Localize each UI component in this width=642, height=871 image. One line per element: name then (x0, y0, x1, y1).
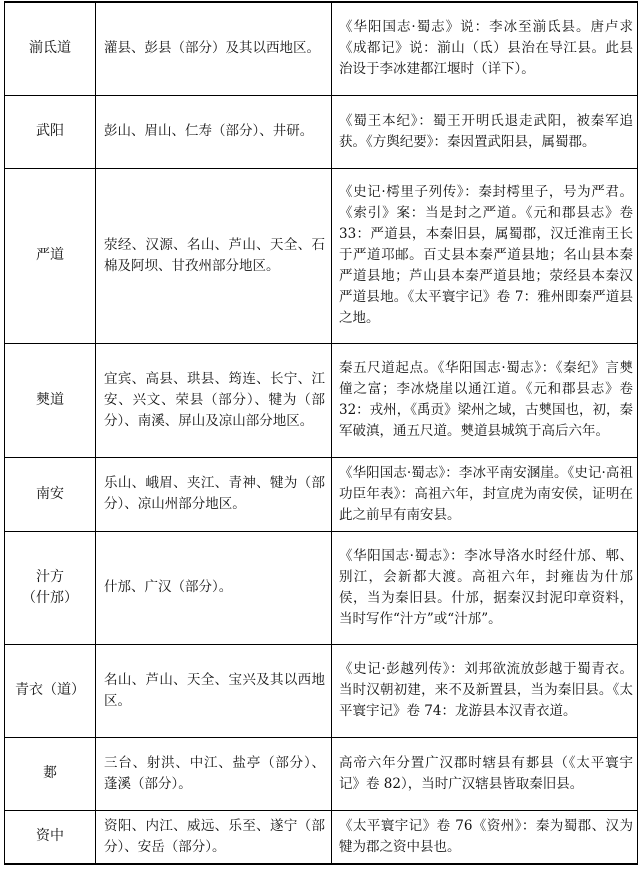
county-note: 秦五尺道起点。《华阳国志·蜀志》：《秦纪》言僰僮之富；李冰烧崖以通江道。《元和郡县志》卷 32：戎州，《禹贡》梁州之域，古僰国也，初，秦军破滇，通五尺道。僰道县城筑于高后六年。 (332, 343, 638, 457)
county-name (5, 343, 96, 457)
county-name (5, 644, 96, 737)
county-area: 三台、射洪、中江、盐亭（部分）、蓬溪（部分）。 (96, 737, 332, 810)
county-name-alt: （什邡） (22, 589, 78, 606)
county-name (5, 810, 96, 864)
county-area: 荥经、汉源、名山、芦山、天全、石棉及阿坝、甘孜州部分地区。 (96, 168, 332, 343)
table-row (5, 457, 638, 531)
table-row (5, 95, 638, 168)
county-note: 《华阳国志·蜀志》说：李冰至湔氐县。唐卢求《成都记》说：湔山（氐）县治在导江县。此县治设于李冰建都江堰时（详下）。 (332, 2, 638, 95)
county-note: 高帝六年分置广汉郡时辖县有郪县（《太平寰宇记》卷 82），当时广汉辖县皆取秦旧县。 (332, 737, 638, 810)
county-note: 《华阳国志·蜀志》：李冰平南安溷崖。《史记·高祖功臣年表》：高祖六年，封宣虎为南安侯，证明在此之前早有南安县。 (332, 457, 638, 531)
county-note: 《太平寰宇记》卷 76《资州》：秦为蜀郡、汉为犍为郡之资中县也。 (332, 810, 638, 864)
county-name-text: 资中 (36, 828, 64, 845)
county-name-text: 武阳 (36, 123, 64, 139)
county-note: 《史记·彭越列传》：刘邦欲流放彭越于蜀青衣。当时汉朝初建，来不及新置县，当为秦旧县。《太平寰宇记》卷 74：龙游县本汉青衣道。 (332, 644, 638, 737)
table-row (5, 2, 638, 95)
county-note: 《华阳国志·蜀志》：李冰导洛水时经什邡、郫、别江，会新都大渡。高祖六年，封雍齿为什邡侯，当为秦旧县。什邡，据秦汉封泥印章资料，当时写作“汁方”或“汁邡”。 (332, 531, 638, 644)
county-area: 名山、芦山、天全、宝兴及其以西地区。 (96, 644, 332, 737)
county-name (5, 95, 96, 168)
county-area: 乐山、峨眉、夹江、青神、犍为（部分）、凉山州部分地区。 (96, 457, 332, 531)
county-name-text: 郪 (43, 765, 57, 781)
county-table (4, 1, 638, 865)
county-name-text: 湔氐道 (29, 40, 71, 57)
county-area: 彭山、眉山、仁寿（部分）、井研。 (96, 95, 332, 168)
county-name-text: 严道 (36, 247, 64, 263)
table-row (5, 168, 638, 343)
county-name (5, 457, 96, 531)
county-area: 资阳、内江、威远、乐至、遂宁（部分）、安岳（部分）。 (96, 810, 332, 864)
county-area: 宜宾、高县、珙县、筠连、长宁、江安、兴文、荣县（部分）、犍为（部分）、南溪、屏山及凉山部分地区。 (96, 343, 332, 457)
county-name (5, 531, 96, 644)
county-name (5, 2, 96, 95)
table-row (5, 810, 638, 864)
table-row (5, 531, 638, 644)
county-name-text: 汁方 (36, 568, 64, 585)
table-row (5, 737, 638, 810)
county-name-text: 南安 (36, 485, 64, 502)
county-name-text: 青衣（道） (15, 682, 85, 698)
county-note: 《史记·樗里子列传》：秦封樗里子，号为严君。《索引》案：当是封之严道。《元和郡县志》卷 33：严道县，本秦旧县，属蜀郡，汉迁淮南王长于严道邛邮。百丈县本秦严道县地；名山县本秦严道县地；芦山县本秦严道县地；荥经县本秦汉严道县地。《太平寰宇记》卷 7：雅州即秦严道县之地。 (332, 168, 638, 343)
county-note: 《蜀王本纪》：蜀王开明氏退走武阳，被秦军追获。《方舆纪要》：秦因置武阳县，属蜀郡。 (332, 95, 638, 168)
county-area: 什邡、广汉（部分）。 (96, 531, 332, 644)
table-row (5, 644, 638, 737)
county-name-text: 僰道 (36, 391, 64, 408)
county-area: 灌县、彭县（部分）及其以西地区。 (96, 2, 332, 95)
county-name (5, 168, 96, 343)
county-name (5, 737, 96, 810)
table-row (5, 343, 638, 457)
